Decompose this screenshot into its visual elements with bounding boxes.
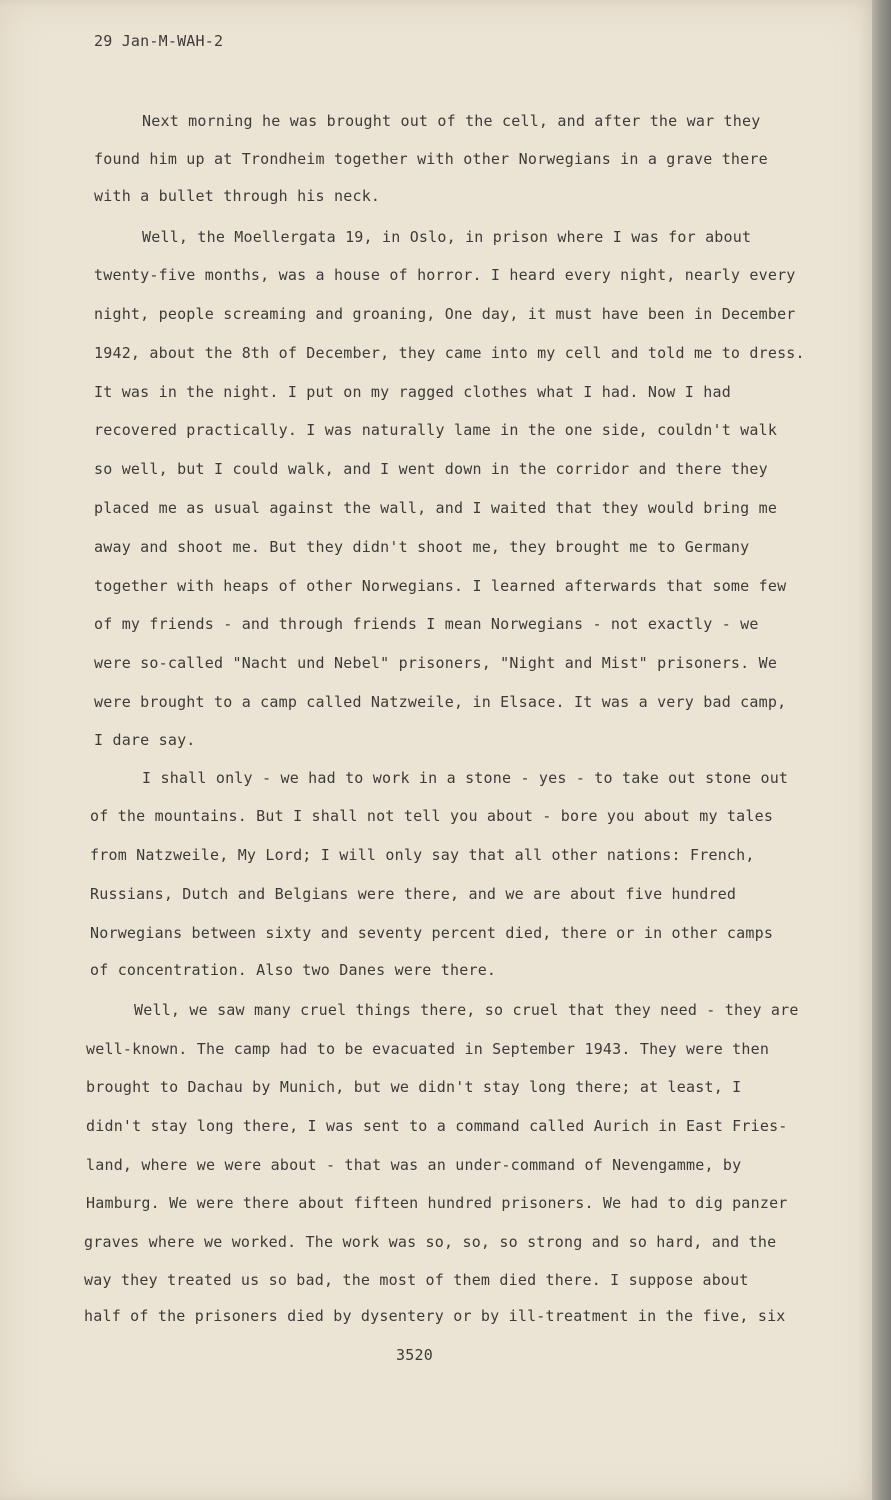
- text-line: twenty-five months, was a house of horror. I heard every night, nearly every: [94, 266, 796, 284]
- document-header: 29 Jan-M-WAH-2: [94, 32, 224, 50]
- text-line: I shall only - we had to work in a stone - yes - to take out stone out: [142, 769, 789, 787]
- text-line: I dare say.: [94, 731, 196, 749]
- text-line: of my friends - and through friends I mean Norwegians - not exactly - we: [94, 615, 759, 633]
- text-line: It was in the night. I put on my ragged clothes what I had. Now I had: [94, 383, 731, 401]
- text-line: away and shoot me. But they didn't shoot me, they brought me to Germany: [94, 538, 750, 556]
- text-line: 1942, about the 8th of December, they came into my cell and told me to dress.: [94, 344, 805, 362]
- text-line: Russians, Dutch and Belgians were there, and we are about five hundred: [90, 885, 737, 903]
- text-line: Next morning he was brought out of the cell, and after the war they: [142, 112, 761, 130]
- text-line: found him up at Trondheim together with other Norwegians in a grave there: [94, 150, 768, 168]
- text-line: Well, the Moellergata 19, in Oslo, in prison where I was for about: [142, 228, 752, 246]
- text-line: were so-called "Nacht und Nebel" prisoners, "Night and Mist" prisoners. We: [94, 654, 778, 672]
- page-edge: [872, 0, 891, 1500]
- text-line: recovered practically. I was naturally lame in the one side, couldn't walk: [94, 421, 778, 439]
- page-number: 3520: [396, 1346, 433, 1364]
- text-line: didn't stay long there, I was sent to a command called Aurich in East Fries-: [86, 1117, 788, 1135]
- text-line: were brought to a camp called Natzweile, in Elsace. It was a very bad camp,: [94, 693, 787, 711]
- text-line: land, where we were about - that was an under-command of Nevengamme, by: [86, 1156, 742, 1174]
- text-line: well-known. The camp had to be evacuated in September 1943. They were then: [86, 1040, 770, 1058]
- text-line: graves where we worked. The work was so, so, so strong and so hard, and the: [84, 1233, 777, 1251]
- text-line: from Natzweile, My Lord; I will only say that all other nations: French,: [90, 846, 755, 864]
- text-line: brought to Dachau by Munich, but we didn't stay long there; at least, I: [86, 1078, 742, 1096]
- text-line: together with heaps of other Norwegians. I learned afterwards that some few: [94, 577, 787, 595]
- text-line: Hamburg. We were there about fifteen hundred prisoners. We had to dig panzer: [86, 1194, 788, 1212]
- text-line: with a bullet through his neck.: [94, 187, 381, 205]
- text-line: so well, but I could walk, and I went down in the corridor and there they: [94, 460, 768, 478]
- text-line: of concentration. Also two Danes were there.: [90, 961, 497, 979]
- text-line: Norwegians between sixty and seventy percent died, there or in other camps: [90, 924, 774, 942]
- text-line: night, people screaming and groaning, One day, it must have been in December: [94, 305, 796, 323]
- text-line: Well, we saw many cruel things there, so cruel that they need - they are: [134, 1001, 799, 1019]
- text-line: of the mountains. But I shall not tell you about - bore you about my tales: [90, 807, 774, 825]
- text-line: half of the prisoners died by dysentery or by ill-treatment in the five, six: [84, 1307, 786, 1325]
- text-line: way they treated us so bad, the most of them died there. I suppose about: [84, 1271, 749, 1289]
- text-line: placed me as usual against the wall, and I waited that they would bring me: [94, 499, 778, 517]
